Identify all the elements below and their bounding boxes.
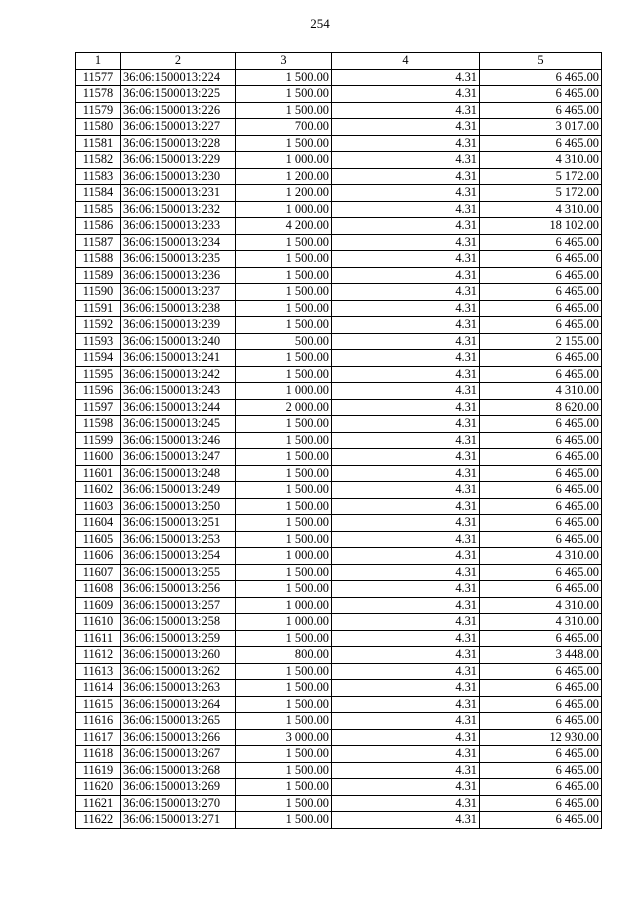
- rate-cell: 4.31: [332, 581, 480, 598]
- row-number-cell: 11607: [76, 564, 121, 581]
- cadastral-number-cell: 36:06:1500013:256: [121, 581, 236, 598]
- table-row: [76, 119, 602, 136]
- row-number-cell: 11619: [76, 762, 121, 779]
- row-number-cell: 11579: [76, 102, 121, 119]
- cadastral-number-cell: 36:06:1500013:240: [121, 333, 236, 350]
- table-row: [76, 350, 602, 367]
- column-header-2: 2: [121, 53, 236, 70]
- table-row: [76, 614, 602, 631]
- cadastral-number-cell: 36:06:1500013:255: [121, 564, 236, 581]
- row-number-cell: 11588: [76, 251, 121, 268]
- rate-cell: 4.31: [332, 449, 480, 466]
- rate-cell: 4.31: [332, 185, 480, 202]
- cadastral-number-cell: 36:06:1500013:258: [121, 614, 236, 631]
- row-number-cell: 11604: [76, 515, 121, 532]
- cadastral-number-cell: 36:06:1500013:264: [121, 696, 236, 713]
- column-header-3: 3: [236, 53, 332, 70]
- cadastral-number-cell: 36:06:1500013:251: [121, 515, 236, 532]
- row-number-cell: 11614: [76, 680, 121, 697]
- table-row: [76, 135, 602, 152]
- cadastral-number-cell: 36:06:1500013:262: [121, 663, 236, 680]
- table-row: [76, 416, 602, 433]
- amount-cell: 6 465.00: [480, 350, 602, 367]
- rate-cell: 4.31: [332, 746, 480, 763]
- table-row: [76, 498, 602, 515]
- cadastral-number-cell: 36:06:1500013:225: [121, 86, 236, 103]
- area-cell: 1 200.00: [236, 185, 332, 202]
- rate-cell: 4.31: [332, 218, 480, 235]
- area-cell: 2 000.00: [236, 399, 332, 416]
- row-number-cell: 11603: [76, 498, 121, 515]
- rate-cell: 4.31: [332, 366, 480, 383]
- table-row: [76, 201, 602, 218]
- table-body: [76, 69, 602, 828]
- table-row: [76, 267, 602, 284]
- area-cell: 3 000.00: [236, 729, 332, 746]
- table-row: [76, 564, 602, 581]
- area-cell: 1 500.00: [236, 350, 332, 367]
- area-cell: 1 500.00: [236, 465, 332, 482]
- column-header-5: 5: [480, 53, 602, 70]
- table-row: [76, 548, 602, 565]
- rate-cell: 4.31: [332, 531, 480, 548]
- area-cell: 1 500.00: [236, 531, 332, 548]
- rate-cell: 4.31: [332, 729, 480, 746]
- rate-cell: 4.31: [332, 647, 480, 664]
- row-number-cell: 11608: [76, 581, 121, 598]
- row-number-cell: 11589: [76, 267, 121, 284]
- cadastral-number-cell: 36:06:1500013:257: [121, 597, 236, 614]
- row-number-cell: 11600: [76, 449, 121, 466]
- area-cell: 700.00: [236, 119, 332, 136]
- rate-cell: 4.31: [332, 564, 480, 581]
- area-cell: 1 500.00: [236, 696, 332, 713]
- area-cell: 4 200.00: [236, 218, 332, 235]
- header-row: [76, 53, 602, 70]
- row-number-cell: 11577: [76, 69, 121, 86]
- amount-cell: 6 465.00: [480, 317, 602, 334]
- amount-cell: 6 465.00: [480, 812, 602, 829]
- cadastral-number-cell: 36:06:1500013:268: [121, 762, 236, 779]
- row-number-cell: 11592: [76, 317, 121, 334]
- table-row: [76, 779, 602, 796]
- rate-cell: 4.31: [332, 383, 480, 400]
- cadastral-number-cell: 36:06:1500013:242: [121, 366, 236, 383]
- table-row: [76, 647, 602, 664]
- cadastral-number-cell: 36:06:1500013:239: [121, 317, 236, 334]
- amount-cell: 5 172.00: [480, 185, 602, 202]
- cadastral-number-cell: 36:06:1500013:226: [121, 102, 236, 119]
- table-row: [76, 152, 602, 169]
- amount-cell: 2 155.00: [480, 333, 602, 350]
- row-number-cell: 11605: [76, 531, 121, 548]
- area-cell: 1 500.00: [236, 746, 332, 763]
- table-row: [76, 69, 602, 86]
- amount-cell: 8 620.00: [480, 399, 602, 416]
- area-cell: 1 500.00: [236, 102, 332, 119]
- area-cell: 1 500.00: [236, 69, 332, 86]
- area-cell: 1 500.00: [236, 564, 332, 581]
- amount-cell: 6 465.00: [480, 762, 602, 779]
- amount-cell: 6 465.00: [480, 135, 602, 152]
- row-number-cell: 11611: [76, 630, 121, 647]
- area-cell: 1 500.00: [236, 515, 332, 532]
- amount-cell: 3 448.00: [480, 647, 602, 664]
- rate-cell: 4.31: [332, 119, 480, 136]
- area-cell: 1 500.00: [236, 366, 332, 383]
- cadastral-number-cell: 36:06:1500013:263: [121, 680, 236, 697]
- row-number-cell: 11618: [76, 746, 121, 763]
- amount-cell: 6 465.00: [480, 449, 602, 466]
- cadastral-number-cell: 36:06:1500013:238: [121, 300, 236, 317]
- cadastral-number-cell: 36:06:1500013:230: [121, 168, 236, 185]
- column-header-4: 4: [332, 53, 480, 70]
- amount-cell: 6 465.00: [480, 779, 602, 796]
- cadastral-number-cell: 36:06:1500013:231: [121, 185, 236, 202]
- rate-cell: 4.31: [332, 482, 480, 499]
- cadastral-number-cell: 36:06:1500013:265: [121, 713, 236, 730]
- cadastral-number-cell: 36:06:1500013:227: [121, 119, 236, 136]
- area-cell: 1 500.00: [236, 779, 332, 796]
- table-row: [76, 482, 602, 499]
- table-row: [76, 729, 602, 746]
- table-row: [76, 185, 602, 202]
- amount-cell: 6 465.00: [480, 234, 602, 251]
- rate-cell: 4.31: [332, 251, 480, 268]
- rate-cell: 4.31: [332, 630, 480, 647]
- area-cell: 1 500.00: [236, 284, 332, 301]
- table-row: [76, 102, 602, 119]
- row-number-cell: 11621: [76, 795, 121, 812]
- table-row: [76, 432, 602, 449]
- amount-cell: 18 102.00: [480, 218, 602, 235]
- area-cell: 1 500.00: [236, 498, 332, 515]
- amount-cell: 6 465.00: [480, 795, 602, 812]
- area-cell: 1 500.00: [236, 663, 332, 680]
- amount-cell: 3 017.00: [480, 119, 602, 136]
- rate-cell: 4.31: [332, 135, 480, 152]
- area-cell: 1 500.00: [236, 581, 332, 598]
- row-number-cell: 11622: [76, 812, 121, 829]
- row-number-cell: 11599: [76, 432, 121, 449]
- amount-cell: 6 465.00: [480, 251, 602, 268]
- row-number-cell: 11597: [76, 399, 121, 416]
- row-number-cell: 11598: [76, 416, 121, 433]
- table-row: [76, 515, 602, 532]
- cadastral-number-cell: 36:06:1500013:245: [121, 416, 236, 433]
- table-row: [76, 383, 602, 400]
- table-row: [76, 300, 602, 317]
- area-cell: 1 500.00: [236, 482, 332, 499]
- table-row: [76, 251, 602, 268]
- table-row: [76, 795, 602, 812]
- area-cell: 1 000.00: [236, 201, 332, 218]
- row-number-cell: 11585: [76, 201, 121, 218]
- area-cell: 800.00: [236, 647, 332, 664]
- amount-cell: 6 465.00: [480, 300, 602, 317]
- cadastral-number-cell: 36:06:1500013:244: [121, 399, 236, 416]
- amount-cell: 6 465.00: [480, 531, 602, 548]
- cadastral-number-cell: 36:06:1500013:241: [121, 350, 236, 367]
- area-cell: 1 500.00: [236, 432, 332, 449]
- cadastral-number-cell: 36:06:1500013:253: [121, 531, 236, 548]
- rate-cell: 4.31: [332, 465, 480, 482]
- row-number-cell: 11612: [76, 647, 121, 664]
- cadastral-number-cell: 36:06:1500013:269: [121, 779, 236, 796]
- area-cell: 1 500.00: [236, 267, 332, 284]
- rate-cell: 4.31: [332, 548, 480, 565]
- row-number-cell: 11587: [76, 234, 121, 251]
- amount-cell: 6 465.00: [480, 366, 602, 383]
- row-number-cell: 11613: [76, 663, 121, 680]
- rate-cell: 4.31: [332, 86, 480, 103]
- area-cell: 1 200.00: [236, 168, 332, 185]
- amount-cell: 4 310.00: [480, 614, 602, 631]
- area-cell: 1 500.00: [236, 713, 332, 730]
- row-number-cell: 11591: [76, 300, 121, 317]
- cadastral-number-cell: 36:06:1500013:243: [121, 383, 236, 400]
- table-row: [76, 317, 602, 334]
- table-row: [76, 762, 602, 779]
- rate-cell: 4.31: [332, 102, 480, 119]
- amount-cell: 6 465.00: [480, 515, 602, 532]
- row-number-cell: 11581: [76, 135, 121, 152]
- row-number-cell: 11616: [76, 713, 121, 730]
- rate-cell: 4.31: [332, 812, 480, 829]
- row-number-cell: 11594: [76, 350, 121, 367]
- amount-cell: 6 465.00: [480, 284, 602, 301]
- area-cell: 1 000.00: [236, 383, 332, 400]
- cadastral-number-cell: 36:06:1500013:228: [121, 135, 236, 152]
- table-row: [76, 399, 602, 416]
- rate-cell: 4.31: [332, 300, 480, 317]
- rate-cell: 4.31: [332, 779, 480, 796]
- amount-cell: 6 465.00: [480, 680, 602, 697]
- rate-cell: 4.31: [332, 317, 480, 334]
- amount-cell: 6 465.00: [480, 630, 602, 647]
- amount-cell: 12 930.00: [480, 729, 602, 746]
- area-cell: 1 000.00: [236, 152, 332, 169]
- rate-cell: 4.31: [332, 399, 480, 416]
- rate-cell: 4.31: [332, 267, 480, 284]
- row-number-cell: 11620: [76, 779, 121, 796]
- cadastral-number-cell: 36:06:1500013:234: [121, 234, 236, 251]
- area-cell: 500.00: [236, 333, 332, 350]
- cadastral-number-cell: 36:06:1500013:248: [121, 465, 236, 482]
- row-number-cell: 11595: [76, 366, 121, 383]
- row-number-cell: 11580: [76, 119, 121, 136]
- column-header-1: 1: [76, 53, 121, 70]
- data-table: [75, 52, 602, 829]
- table-row: [76, 284, 602, 301]
- table-row: [76, 531, 602, 548]
- rate-cell: 4.31: [332, 713, 480, 730]
- area-cell: 1 500.00: [236, 135, 332, 152]
- row-number-cell: 11615: [76, 696, 121, 713]
- table-row: [76, 86, 602, 103]
- area-cell: 1 500.00: [236, 795, 332, 812]
- page-number: 254: [310, 16, 330, 31]
- table-row: [76, 630, 602, 647]
- table-row: [76, 168, 602, 185]
- area-cell: 1 000.00: [236, 548, 332, 565]
- table-row: [76, 218, 602, 235]
- rate-cell: 4.31: [332, 597, 480, 614]
- table-row: [76, 449, 602, 466]
- cadastral-number-cell: 36:06:1500013:270: [121, 795, 236, 812]
- rate-cell: 4.31: [332, 350, 480, 367]
- cadastral-number-cell: 36:06:1500013:254: [121, 548, 236, 565]
- rate-cell: 4.31: [332, 696, 480, 713]
- cadastral-number-cell: 36:06:1500013:232: [121, 201, 236, 218]
- amount-cell: 6 465.00: [480, 416, 602, 433]
- cadastral-number-cell: 36:06:1500013:235: [121, 251, 236, 268]
- rate-cell: 4.31: [332, 284, 480, 301]
- cadastral-number-cell: 36:06:1500013:233: [121, 218, 236, 235]
- row-number-cell: 11596: [76, 383, 121, 400]
- table-row: [76, 465, 602, 482]
- amount-cell: 6 465.00: [480, 564, 602, 581]
- cadastral-number-cell: 36:06:1500013:267: [121, 746, 236, 763]
- row-number-cell: 11586: [76, 218, 121, 235]
- cadastral-number-cell: 36:06:1500013:271: [121, 812, 236, 829]
- amount-cell: 4 310.00: [480, 597, 602, 614]
- table-row: [76, 234, 602, 251]
- area-cell: 1 500.00: [236, 416, 332, 433]
- rate-cell: 4.31: [332, 69, 480, 86]
- amount-cell: 6 465.00: [480, 746, 602, 763]
- rate-cell: 4.31: [332, 152, 480, 169]
- row-number-cell: 11617: [76, 729, 121, 746]
- row-number-cell: 11583: [76, 168, 121, 185]
- rate-cell: 4.31: [332, 614, 480, 631]
- rate-cell: 4.31: [332, 680, 480, 697]
- cadastral-number-cell: 36:06:1500013:247: [121, 449, 236, 466]
- table-row: [76, 696, 602, 713]
- amount-cell: 4 310.00: [480, 383, 602, 400]
- rate-cell: 4.31: [332, 432, 480, 449]
- row-number-cell: 11602: [76, 482, 121, 499]
- table-row: [76, 581, 602, 598]
- area-cell: 1 500.00: [236, 630, 332, 647]
- area-cell: 1 500.00: [236, 251, 332, 268]
- cadastral-number-cell: 36:06:1500013:236: [121, 267, 236, 284]
- amount-cell: 6 465.00: [480, 432, 602, 449]
- row-number-cell: 11590: [76, 284, 121, 301]
- table-row: [76, 333, 602, 350]
- rate-cell: 4.31: [332, 201, 480, 218]
- rate-cell: 4.31: [332, 498, 480, 515]
- rate-cell: 4.31: [332, 416, 480, 433]
- amount-cell: 6 465.00: [480, 102, 602, 119]
- cadastral-number-cell: 36:06:1500013:246: [121, 432, 236, 449]
- table-row: [76, 713, 602, 730]
- cadastral-number-cell: 36:06:1500013:237: [121, 284, 236, 301]
- amount-cell: 6 465.00: [480, 713, 602, 730]
- area-cell: 1 500.00: [236, 317, 332, 334]
- table-row: [76, 680, 602, 697]
- row-number-cell: 11601: [76, 465, 121, 482]
- cadastral-number-cell: 36:06:1500013:250: [121, 498, 236, 515]
- table-row: [76, 366, 602, 383]
- cadastral-number-cell: 36:06:1500013:260: [121, 647, 236, 664]
- row-number-cell: 11578: [76, 86, 121, 103]
- cadastral-number-cell: 36:06:1500013:259: [121, 630, 236, 647]
- amount-cell: 6 465.00: [480, 465, 602, 482]
- rate-cell: 4.31: [332, 515, 480, 532]
- row-number-cell: 11593: [76, 333, 121, 350]
- row-number-cell: 11610: [76, 614, 121, 631]
- area-cell: 1 000.00: [236, 614, 332, 631]
- rate-cell: 4.31: [332, 663, 480, 680]
- amount-cell: 6 465.00: [480, 696, 602, 713]
- rate-cell: 4.31: [332, 762, 480, 779]
- row-number-cell: 11609: [76, 597, 121, 614]
- table-row: [76, 812, 602, 829]
- row-number-cell: 11606: [76, 548, 121, 565]
- amount-cell: 6 465.00: [480, 663, 602, 680]
- area-cell: 1 500.00: [236, 449, 332, 466]
- amount-cell: 5 172.00: [480, 168, 602, 185]
- area-cell: 1 500.00: [236, 234, 332, 251]
- area-cell: 1 500.00: [236, 680, 332, 697]
- area-cell: 1 500.00: [236, 762, 332, 779]
- rate-cell: 4.31: [332, 168, 480, 185]
- amount-cell: 6 465.00: [480, 69, 602, 86]
- rate-cell: 4.31: [332, 333, 480, 350]
- area-cell: 1 000.00: [236, 597, 332, 614]
- row-number-cell: 11582: [76, 152, 121, 169]
- amount-cell: 4 310.00: [480, 152, 602, 169]
- amount-cell: 6 465.00: [480, 482, 602, 499]
- table-row: [76, 597, 602, 614]
- amount-cell: 6 465.00: [480, 267, 602, 284]
- table-row: [76, 663, 602, 680]
- rate-cell: 4.31: [332, 234, 480, 251]
- amount-cell: 4 310.00: [480, 201, 602, 218]
- cadastral-number-cell: 36:06:1500013:224: [121, 69, 236, 86]
- cadastral-number-cell: 36:06:1500013:229: [121, 152, 236, 169]
- area-cell: 1 500.00: [236, 812, 332, 829]
- cadastral-number-cell: 36:06:1500013:266: [121, 729, 236, 746]
- amount-cell: 4 310.00: [480, 548, 602, 565]
- row-number-cell: 11584: [76, 185, 121, 202]
- area-cell: 1 500.00: [236, 86, 332, 103]
- amount-cell: 6 465.00: [480, 86, 602, 103]
- rate-cell: 4.31: [332, 795, 480, 812]
- cadastral-number-cell: 36:06:1500013:249: [121, 482, 236, 499]
- amount-cell: 6 465.00: [480, 498, 602, 515]
- table-row: [76, 746, 602, 763]
- area-cell: 1 500.00: [236, 300, 332, 317]
- amount-cell: 6 465.00: [480, 581, 602, 598]
